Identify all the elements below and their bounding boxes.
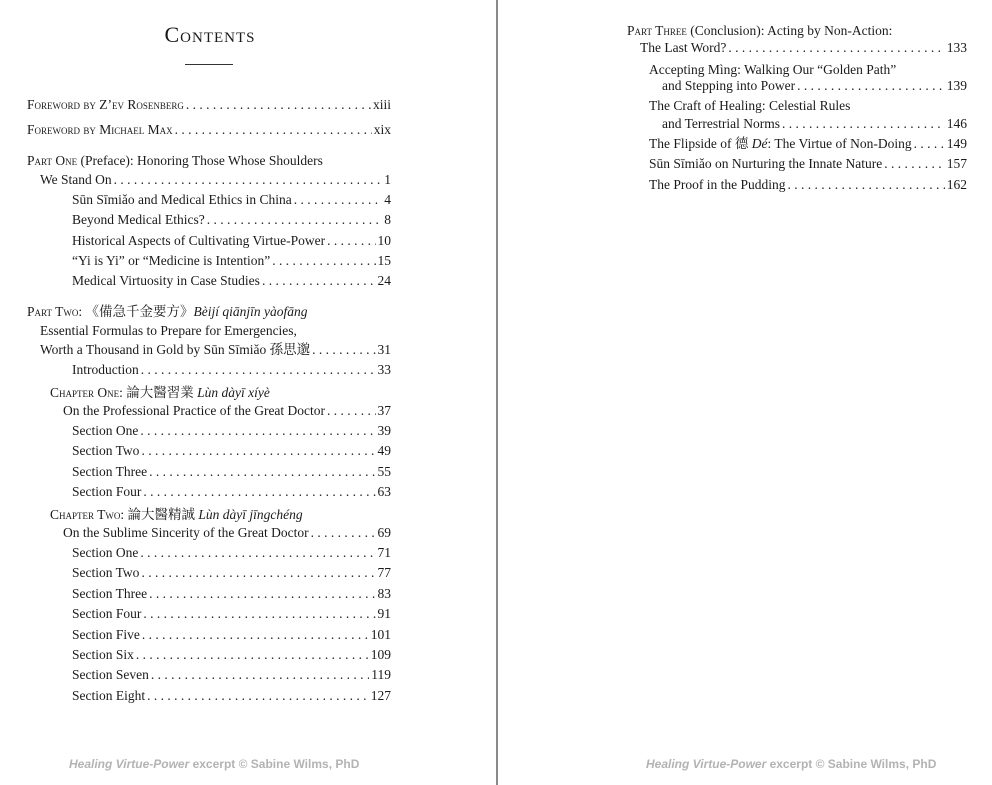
dot-leader [149, 463, 375, 481]
entry-label: Section Two [72, 443, 140, 458]
dot-leader [151, 666, 369, 684]
entry-page: 157 [946, 156, 967, 171]
toc-entry-section[interactable] [72, 483, 391, 501]
entry-page: 101 [370, 627, 391, 642]
entry-page: 37 [377, 403, 391, 418]
entry-page: 55 [377, 464, 391, 479]
page-footer [69, 757, 359, 771]
entry-label: Sūn Sīmiǎo and Medical Ethics in China [72, 192, 292, 207]
entry-page: xiii [372, 97, 391, 112]
footer-credit: excerpt © Sabine Wilms, PhD [189, 757, 360, 771]
toc-entry[interactable] [72, 252, 391, 270]
toc-entry-section[interactable] [72, 605, 391, 623]
toc-entry-chapter-one[interactable] [63, 402, 391, 420]
chapter-one-heading[interactable] [50, 384, 270, 402]
entry-page: 4 [384, 192, 391, 207]
toc-entry-introduction[interactable] [72, 361, 391, 379]
entry-page: 63 [377, 484, 391, 499]
chapter-two-pinyin: Lùn dàyī jīngchéng [198, 507, 303, 522]
dot-leader [136, 646, 369, 664]
entry-label: Medical Virtuosity in Case Studies [72, 273, 260, 288]
dot-leader [141, 442, 375, 460]
entry-page: 83 [377, 586, 391, 601]
footer-credit: excerpt © Sabine Wilms, PhD [766, 757, 937, 771]
title-rule [185, 64, 233, 65]
entry-label: Section Three [72, 586, 148, 601]
part-two-prefix: Part Two: [27, 304, 83, 319]
toc-entry[interactable] [72, 191, 391, 209]
entry-label: Foreword by Michael Max [27, 122, 173, 137]
toc-entry-section[interactable] [72, 463, 391, 481]
dot-leader [294, 191, 383, 209]
part-two-pinyin: Bèijí qiānjīn yàofāng [193, 304, 308, 319]
entry-label: On the Professional Practice of the Great Doctor [63, 403, 326, 418]
part-three-prefix: Part Three [627, 23, 687, 38]
part-two-chinese: 《備急千金要方》 [85, 304, 194, 319]
entry-label: Introduction [72, 362, 139, 377]
entry-label: The Proof in the Pudding [649, 177, 786, 192]
toc-entry-line1[interactable]: Accepting Mìng: Walking Our “Golden Path” [649, 62, 897, 77]
flipside-post: : The Virtue of Non-Doing [767, 136, 912, 151]
part-one-prefix: Part One [27, 153, 78, 168]
entry-label: Historical Aspects of Cultivating Virtue-Power [72, 233, 326, 248]
entry-page: 24 [377, 273, 391, 288]
entry-page: 139 [946, 78, 967, 93]
chapter-two-prefix: Chapter Two: [50, 507, 125, 522]
dot-leader [262, 272, 376, 290]
part-three-title: (Conclusion): Acting by Non-Action: [686, 23, 893, 38]
toc-entry[interactable] [72, 211, 391, 229]
entry-page: 15 [377, 253, 391, 268]
dot-leader [728, 39, 944, 57]
entry-label: Section One [72, 545, 139, 560]
entry-page: 91 [377, 606, 391, 621]
part-three-heading[interactable] [627, 22, 892, 40]
dot-leader [114, 171, 383, 189]
dot-leader [147, 687, 369, 705]
dot-leader [914, 135, 945, 153]
entry-page: 127 [370, 688, 391, 703]
entry-page: 31 [377, 342, 391, 357]
entry-page: 69 [377, 525, 391, 540]
entry-label [649, 135, 912, 153]
entry-label: On the Sublime Sincerity of the Great Doctor [63, 525, 309, 540]
dot-leader [797, 77, 945, 95]
dot-leader [141, 361, 376, 379]
toc-entry-section[interactable] [72, 442, 391, 460]
dot-leader [140, 544, 375, 562]
toc-entry[interactable] [662, 77, 967, 95]
entry-label: Section One [72, 423, 139, 438]
right-page [498, 0, 992, 785]
chapter-one-chinese: 論大醫習業 [126, 385, 194, 400]
toc-entry-section[interactable] [72, 626, 391, 644]
part-one-heading[interactable] [27, 152, 323, 170]
dot-leader [142, 626, 369, 644]
entry-page: 119 [371, 667, 391, 682]
toc-entry-line1[interactable]: The Craft of Healing: Celestial Rules [649, 98, 851, 113]
dot-leader [884, 155, 945, 173]
entry-label: Section Four [72, 484, 142, 499]
dot-leader [143, 605, 375, 623]
part-two-subtitle: Essential Formulas to Prepare for Emergencies, [40, 323, 297, 338]
entry-page: 49 [377, 443, 391, 458]
toc-entry-foreword-rosenberg[interactable] [27, 96, 391, 114]
entry-page: 39 [377, 423, 391, 438]
flipside-chinese: 德 [734, 136, 749, 151]
toc-entry[interactable] [649, 155, 967, 173]
entry-page: 1 [384, 172, 391, 187]
toc-entry-part-three[interactable] [640, 39, 967, 57]
dot-leader [141, 564, 375, 582]
entry-page: 146 [946, 116, 967, 131]
dot-leader [782, 115, 945, 133]
entry-label: Section Two [72, 565, 140, 580]
dot-leader [186, 96, 371, 114]
dot-leader [175, 121, 372, 139]
dot-leader [272, 252, 375, 270]
entry-label: Section Three [72, 464, 148, 479]
entry-label: and Stepping into Power [662, 78, 796, 93]
entry-page: 33 [377, 362, 391, 377]
footer-book-title: Healing Virtue-Power [646, 757, 767, 771]
dot-leader [207, 211, 383, 229]
entry-label: “Yi is Yi” or “Medicine is Intention” [72, 253, 271, 268]
entry-label: Section Six [72, 647, 134, 662]
entry-label: and Terrestrial Norms [662, 116, 781, 131]
toc-entry[interactable] [72, 272, 391, 290]
entry-page: 77 [377, 565, 391, 580]
flipside-pinyin: Dé [748, 136, 768, 151]
entry-label: Section Five [72, 627, 140, 642]
entry-page: xix [373, 122, 391, 137]
part-two-heading[interactable] [27, 303, 307, 321]
chapter-two-chinese: 論大醫精誠 [127, 507, 196, 522]
entry-page: 10 [377, 233, 391, 248]
chapter-one-prefix: Chapter One: [50, 385, 123, 400]
toc-entry-flipside[interactable] [649, 135, 967, 153]
toc-entry[interactable] [662, 115, 967, 133]
entry-label: Sūn Sīmiǎo on Nurturing the Innate Nature [649, 156, 883, 171]
entry-page: 133 [946, 40, 967, 55]
entry-page: 71 [377, 545, 391, 560]
entry-label: We Stand On [40, 172, 112, 187]
toc-entry[interactable] [649, 176, 967, 194]
dot-leader [327, 402, 375, 420]
toc-entry-section[interactable] [72, 646, 391, 664]
chapter-two-heading[interactable] [50, 506, 303, 524]
part-one-title: (Preface): Honoring Those Whose Shoulders [77, 153, 323, 168]
toc-entry-section[interactable] [72, 687, 391, 705]
toc-entry-section[interactable] [72, 666, 391, 684]
toc-entry-chapter-two[interactable] [63, 524, 391, 542]
entry-label: Worth a Thousand in Gold by Sūn Sīmiǎo 孫思邈 [40, 342, 311, 357]
entry-page: 8 [384, 212, 391, 227]
entry-page: 149 [946, 136, 967, 151]
toc-entry-section[interactable] [72, 585, 391, 603]
page-footer [646, 757, 936, 771]
footer-book-title: Healing Virtue-Power [69, 757, 190, 771]
toc-entry[interactable] [72, 232, 391, 250]
entry-label: Section Four [72, 606, 142, 621]
dot-leader [149, 585, 375, 603]
dot-leader [327, 232, 375, 250]
entry-label: Foreword by Z’ev Rosenberg [27, 97, 184, 112]
dot-leader [312, 341, 375, 359]
entry-label: Beyond Medical Ethics? [72, 212, 205, 227]
entry-page: 109 [370, 647, 391, 662]
toc-entry-section[interactable] [72, 544, 391, 562]
dot-leader [311, 524, 376, 542]
entry-label: Section Eight [72, 688, 146, 703]
toc-entry-part-two[interactable] [40, 341, 391, 359]
toc-entry-section[interactable] [72, 564, 391, 582]
toc-entry-section[interactable] [72, 422, 391, 440]
entry-label: Section Seven [72, 667, 149, 682]
dot-leader [140, 422, 375, 440]
entry-page: 162 [946, 177, 967, 192]
chapter-one-pinyin: Lùn dàyī xíyè [197, 385, 270, 400]
dot-leader [143, 483, 375, 501]
toc-entry-foreword-max[interactable] [27, 121, 391, 139]
contents-title: Contents [164, 22, 256, 47]
toc-entry-part-one[interactable] [40, 171, 391, 189]
dot-leader [788, 176, 945, 194]
flipside-pre: The Flipside of [649, 136, 735, 151]
entry-label: The Last Word? [640, 40, 727, 55]
